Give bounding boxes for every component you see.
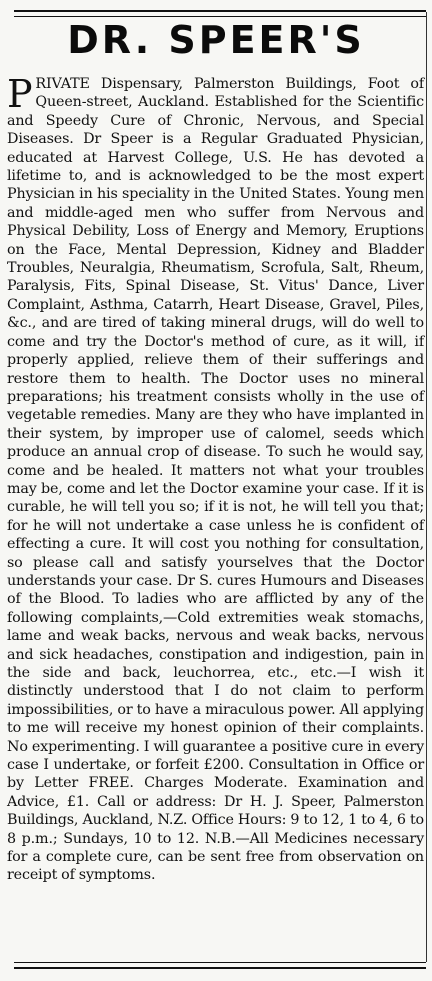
column-rule — [426, 12, 427, 962]
advert-body — [7, 72, 424, 885]
top-rule — [14, 10, 426, 17]
drop-cap: P — [7, 72, 33, 116]
advert-body-text: RIVATE Dispensary, Palmerston Buildings, Foot of Queen-street, Auckland. Established for the Scientific and Speedy Cure of Chronic, Nervous, and Special Diseases. Dr Speer is a Regular Graduated Physician, educated at Harvest College, U.S. He has devoted a lifetime to, and is acknowledged to be the most expert Physician in his speciality in the United States. Young men and middle-aged men who suffer from Nervous and Physical Debility, Loss of Energy and Memory, Eruptions on the Face, Mental Depression, Kidney and Bladder Troubles, Neuralgia, Rheumatism, Scrofula, Salt, Rheum, Paralysis, Fits, Spinal Disease, St. Vitus' Dance, Liver Complaint, Asthma, Catarrh, Heart Disease, Gravel, Piles, &c., and are tired of taking mineral drugs, will do well to come and try the Doctor's method of cure, as it will, if properly applied, relieve them of their sufferings and restore them to health. The Doctor uses no mineral preparations; his treatment consists wholly in the use of vegetable remedies. Many are they who have implanted in their system, by improper use of calomel, seeds which produce an annual crop of disease. To such he would say, come and be healed. It matters not what your troubles may be, come and let the Doctor examine your case. If it is curable, he will tell you so; if it is not, he will tell you that; for he will not undertake a case unless he is confident of effecting a cure. It will cost you nothing for consultation, so please call and satisfy yourselves that the Doctor understands your case. Dr S. cures Humours and Diseases of the Blood. To ladies who are afflicted by any of the following complaints,—Cold extremities weak stomachs, lame and weak backs, nervous and weak backs, nervous and sick headaches, constipation and indigestion, pain in the side and back, leuchorrea, etc., etc.—I wish it distinctly understood that I do not claim to perform impossibilities, or to have a miraculous power. All applying to me will receive my honest opinion of their complaints. No experimenting. I will guarantee a positive cure in every case I undertake, or forfeit £200. Consultation in Office or by Letter FREE. Charges Moderate. Examination and Advice, £1. Call or address: Dr H. J. Speer, Palmerston Buildings, Auckland, N.Z. Office Hours: 9 to 12, 1 to 4, 6 to 8 p.m.; Sundays, 10 to 12. N.B.—All Medicines necessary for a complete cure, can be sent free from observation on receipt of symptoms. — [7, 76, 424, 884]
bottom-rule — [14, 962, 426, 969]
advert-title: DR. SPEER'S — [67, 18, 365, 62]
